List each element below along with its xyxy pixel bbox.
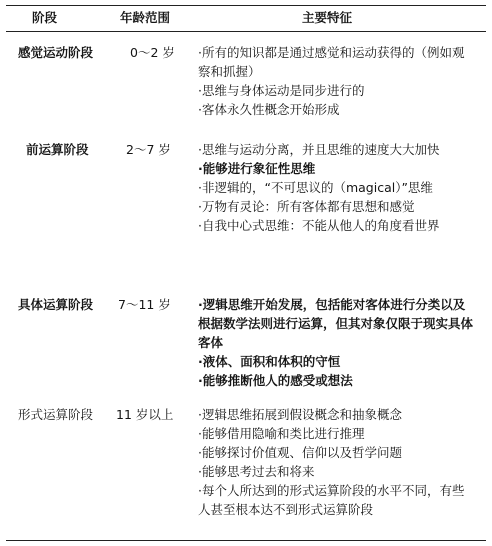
feature-item: ·思维与运动分离，并且思维的速度大大加快 <box>198 142 440 157</box>
feature-list <box>198 405 476 519</box>
age-range: 0～2 岁 <box>130 45 175 60</box>
age-range: 2～7 岁 <box>126 142 171 157</box>
feature-list <box>198 140 476 235</box>
feature-item: ·所有的知识都是通过感觉和运动获得的（例如观察和抓握） <box>198 45 465 79</box>
stage-name: 感觉运动阶段 <box>18 45 94 60</box>
feature-item: ·逻辑思维开始发展，包括能对客体进行分类以及根据数学法则进行运算，但其对象仅限于现实具体客体 <box>198 297 474 350</box>
age-range: 11 岁以上 <box>116 407 174 422</box>
feature-item: ·液体、面积和体积的守恒 <box>198 354 341 369</box>
feature-item: ·思维与身体运动是同步进行的 <box>198 83 365 98</box>
feature-list <box>198 295 476 390</box>
stage-name: 前运算阶段 <box>26 142 89 157</box>
feature-item: ·能够借用隐喻和类比进行推理 <box>198 426 365 441</box>
feature-item: ·非逻辑的，“不可思议的（magical）”思维 <box>198 180 433 195</box>
feature-item: ·能够推断他人的感受或想法 <box>198 373 353 388</box>
feature-item: ·客体永久性概念开始形成 <box>198 102 340 117</box>
table-top-rule <box>6 5 486 6</box>
stage-name: 具体运算阶段 <box>18 297 94 312</box>
feature-item: ·万物有灵论：所有客体都有思想和感觉 <box>198 199 415 214</box>
feature-item: ·能够探讨价值观、信仰以及哲学问题 <box>198 445 402 460</box>
table-bottom-rule <box>6 540 486 541</box>
header-stage: 阶段 <box>32 10 58 25</box>
feature-item: ·自我中心式思维：不能从他人的角度看世界 <box>198 218 440 233</box>
feature-item: ·逻辑思维拓展到假设概念和抽象概念 <box>198 407 402 422</box>
header-age: 年龄范围 <box>120 10 171 25</box>
age-range: 7～11 岁 <box>118 297 171 312</box>
feature-item: ·能够思考过去和将来 <box>198 464 315 479</box>
feature-item: ·每个人所达到的形式运算阶段的水平不同，有些人甚至根本达不到形式运算阶段 <box>198 483 465 517</box>
feature-list <box>198 43 476 119</box>
feature-item: ·能够进行象征性思维 <box>198 161 316 176</box>
table-header-rule <box>6 31 486 32</box>
header-features: 主要特征 <box>302 10 353 25</box>
stage-name: 形式运算阶段 <box>18 407 94 422</box>
